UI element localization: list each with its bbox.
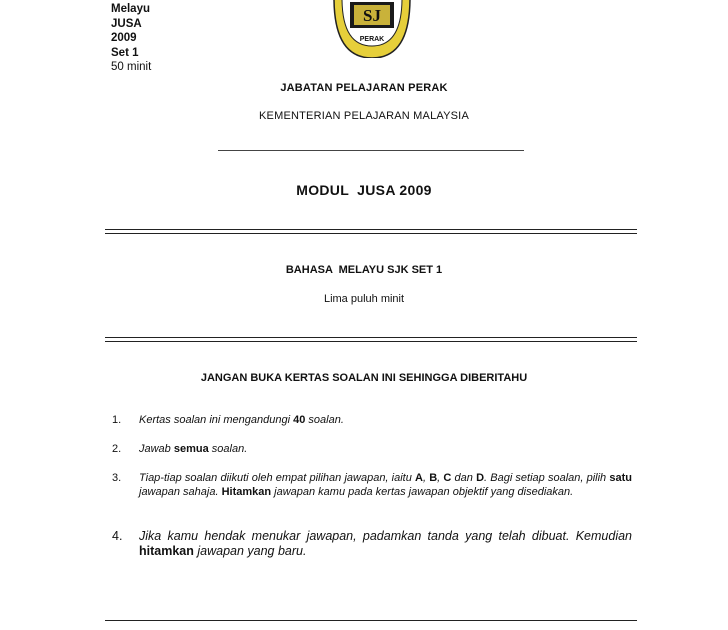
instruction-text: Tiap-tiap soalan diikuti oleh empat pilihan jawapan, iaitu A, B, C dan D. Bagi setiap soalan, pilih satu jawapan sahaja. Hitamkan jawapan kamu pada kertas jawapan objektif yang disediakan.	[139, 472, 632, 498]
divider-short	[218, 150, 524, 151]
header-set: Set 1	[111, 46, 139, 59]
paper-duration: Lima puluh minit	[323, 293, 405, 305]
perak-crest-logo	[330, 0, 414, 58]
instruction-text: Kertas soalan ini mengandungi 40 soalan.	[139, 414, 344, 426]
header-year: 2009	[111, 32, 137, 44]
divider-bottom	[105, 620, 637, 621]
paper-title: BAHASA MELAYU SJK SET 1	[285, 264, 443, 276]
ministry-title: KEMENTERIAN PELAJARAN MALAYSIA	[259, 110, 469, 122]
svg-text:PERAK: PERAK	[359, 36, 385, 43]
instruction-item-2	[112, 443, 632, 457]
instruction-item-1	[112, 414, 632, 428]
warning-notice: JANGAN BUKA KERTAS SOALAN INI SEHINGGA DIBERITAHU	[200, 372, 528, 384]
module-title: MODUL JUSA 2009	[296, 182, 432, 198]
header-subject: Melayu	[111, 3, 150, 15]
instruction-item-4	[112, 529, 632, 559]
agency-title: JABATAN PELAJARAN PERAK	[280, 82, 448, 94]
instruction-number: 2.	[112, 443, 122, 455]
header-duration: 50 minit	[111, 61, 152, 73]
instruction-item-3	[112, 472, 632, 499]
header-module: JUSA	[111, 17, 142, 30]
instruction-number: 3.	[112, 472, 122, 484]
header-info	[111, 2, 151, 75]
divider-double-top	[105, 229, 637, 234]
instruction-number: 4.	[112, 529, 123, 543]
instruction-text: Jawab semua soalan.	[139, 443, 248, 455]
divider-double-bottom	[105, 337, 637, 342]
svg-text:SJ: SJ	[363, 6, 381, 25]
instruction-text: Jika kamu hendak menukar jawapan, padamkan tanda yang telah dibuat. Kemudian hitamkan jawapan yang baru.	[139, 529, 632, 558]
instruction-number: 1.	[112, 414, 122, 426]
